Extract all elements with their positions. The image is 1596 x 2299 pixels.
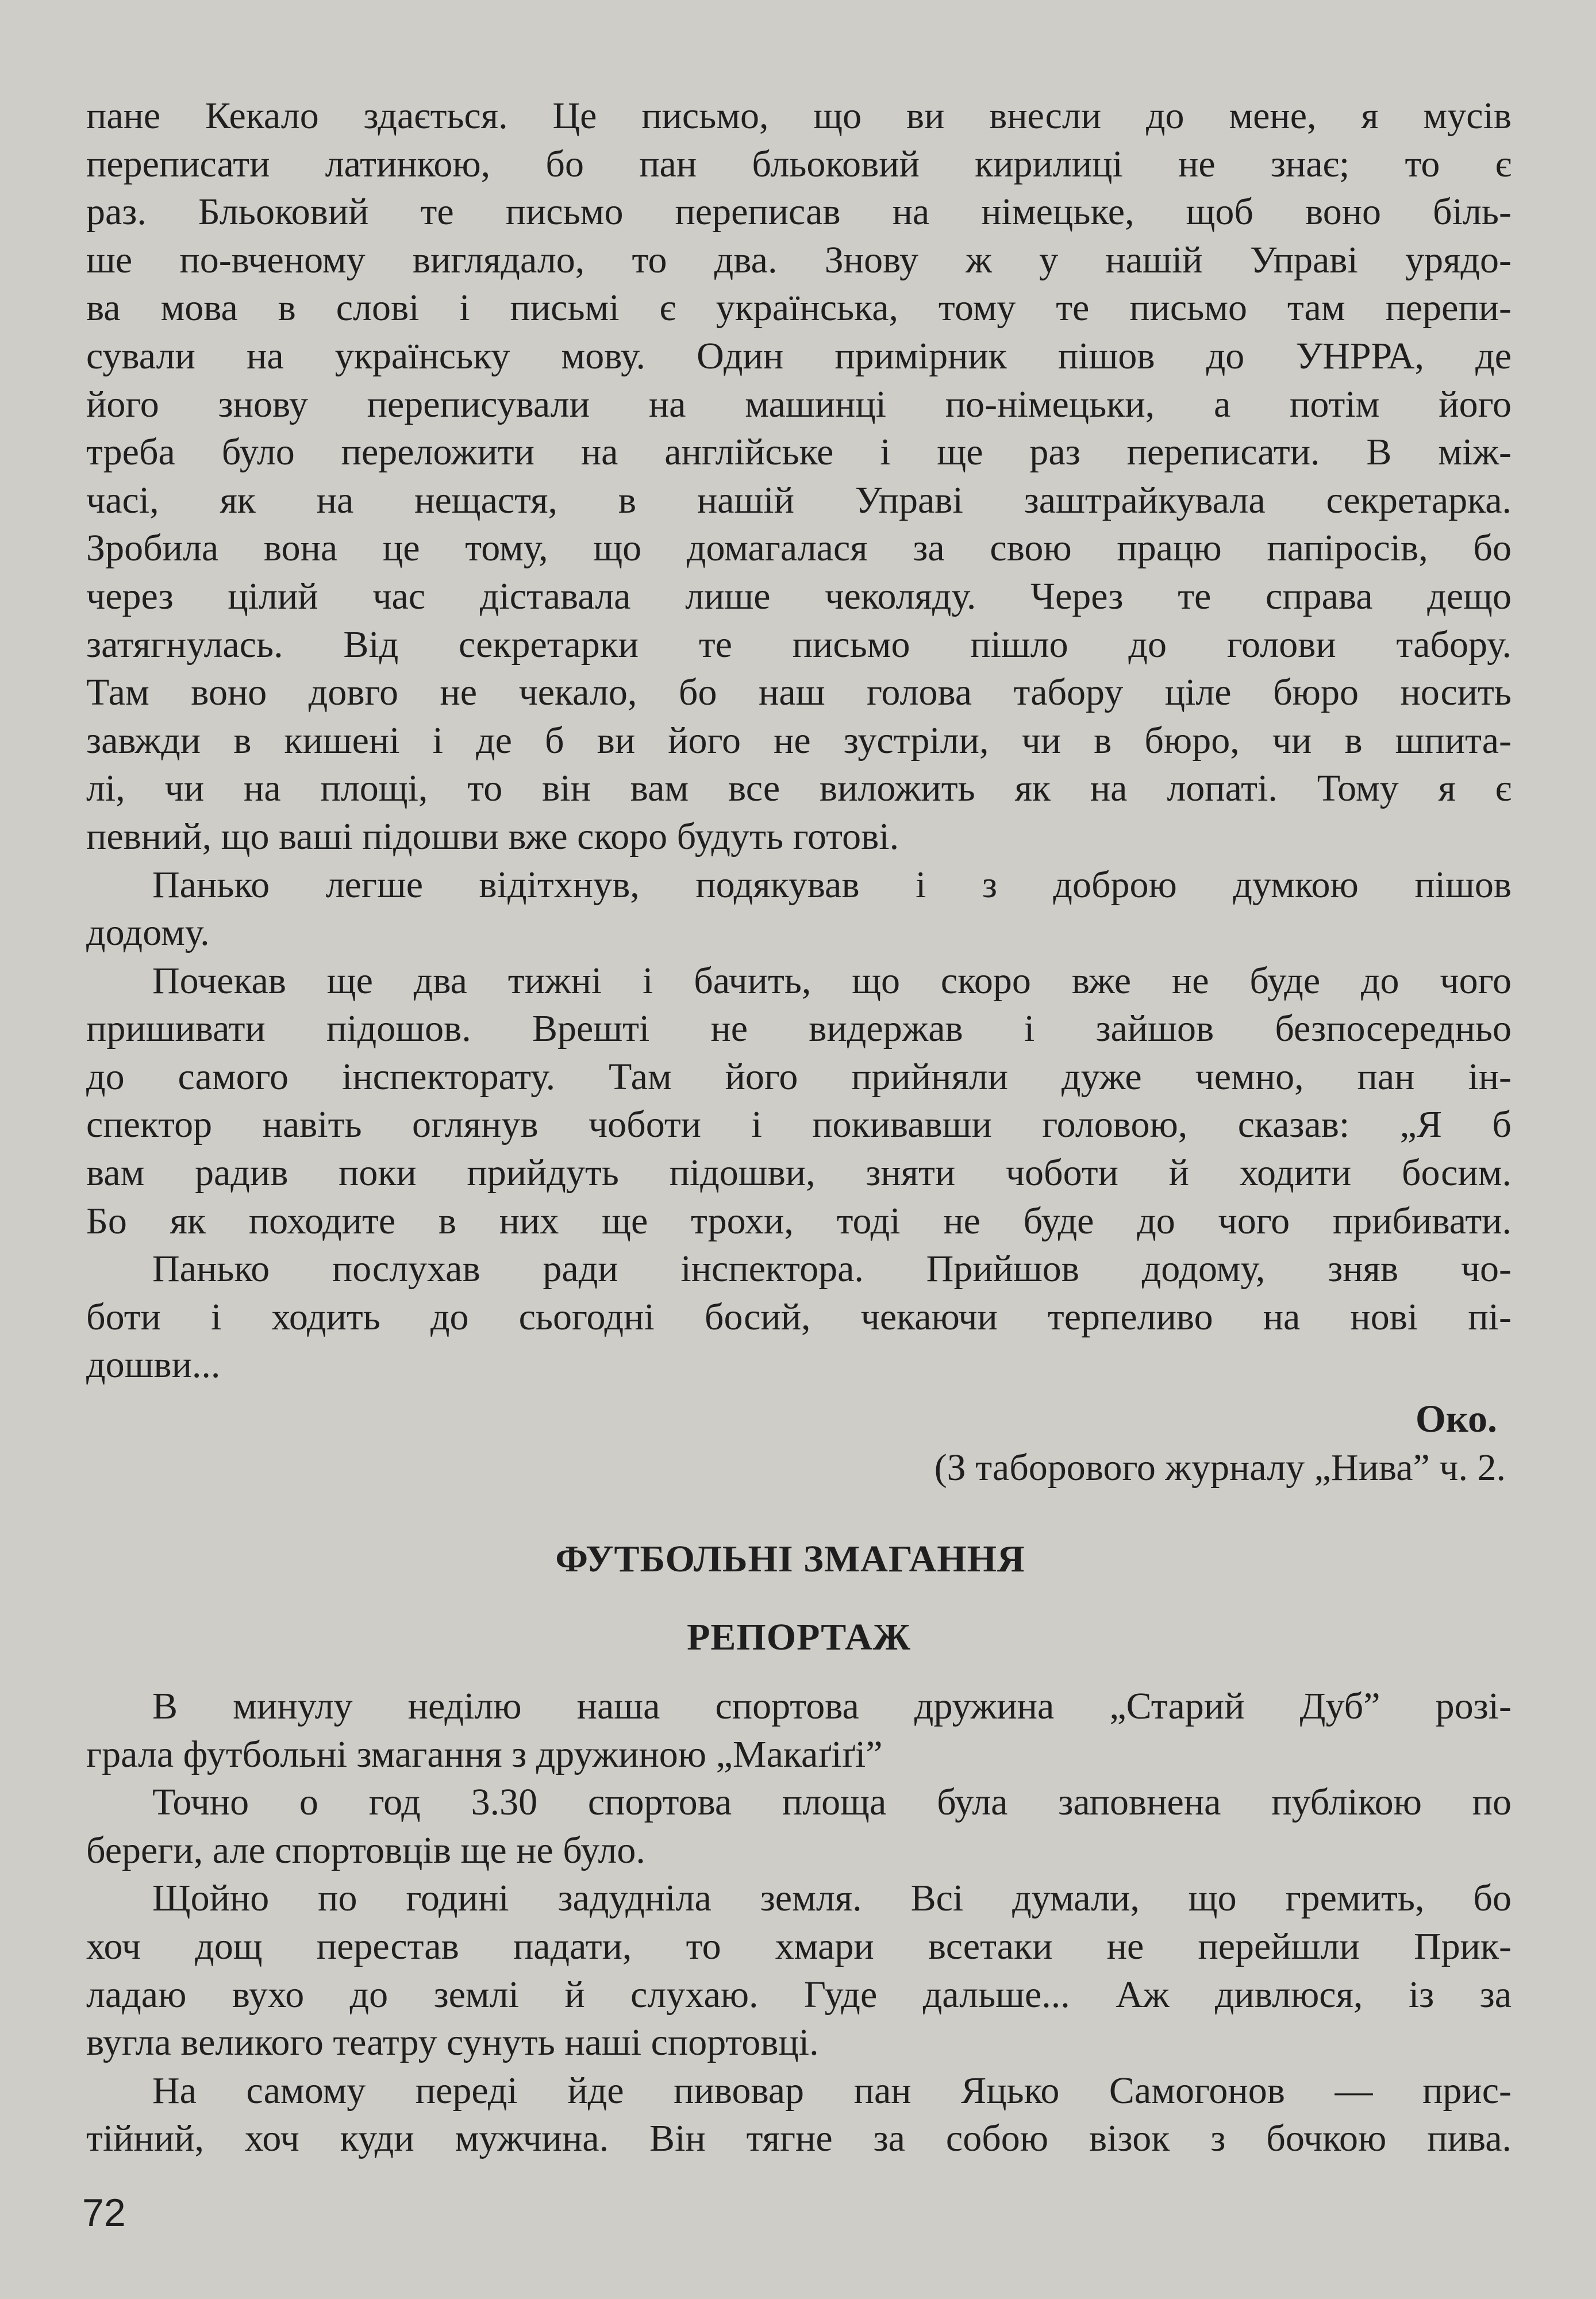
text-line: Бо як походите в них ще трохи, тоді не буде до чого прибивати. xyxy=(86,1200,1512,1242)
text-line: його знову переписували на машинці по-німецьки, а потім його xyxy=(86,383,1512,425)
source-citation: (З таборового журналу „Нива” ч. 2. xyxy=(934,1447,1506,1489)
article-title: ФУТБОЛЬНІ ЗМАГАННЯ xyxy=(555,1538,1025,1581)
text-line: Щойно по годині задудніла земля. Всі думали, що гремить, бо xyxy=(152,1877,1512,1920)
text-line: додому. xyxy=(86,912,210,954)
article-subtitle: РЕПОРТАЖ xyxy=(687,1616,911,1659)
text-line: Панько послухав ради інспектора. Прийшов додому, зняв чо- xyxy=(152,1248,1512,1290)
text-line: тійний, хоч куди мужчина. Він тягне за собою візок з бочкою пива. xyxy=(86,2117,1512,2160)
text-line: сували на українську мову. Один примірник пішов до УНРРА, де xyxy=(86,335,1512,377)
text-line: ва мова в слові і письмі є українська, тому те письмо там перепи- xyxy=(86,287,1512,329)
text-line: На самому переді йде пивовар пан Яцько Самогонов — прис- xyxy=(152,2069,1512,2112)
text-line: В минулу неділю наша спортова дружина „Старий Дуб” розі- xyxy=(152,1685,1512,1728)
text-line: раз. Бльоковий те письмо переписав на німецьке, щоб воно біль- xyxy=(86,191,1512,233)
book-page xyxy=(86,92,1512,2265)
page-number: 72 xyxy=(82,2191,126,2235)
author-signature: Око. xyxy=(1415,1397,1497,1441)
text-line: вугла великого театру сунуть наші спортовці. xyxy=(86,2021,819,2064)
text-line: завжди в кишені і де б ви його не зустріли, чи в бюро, чи в шпита- xyxy=(86,719,1512,762)
text-line: спектор навіть оглянув чоботи і покивавши головою, сказав: „Я б xyxy=(86,1104,1512,1146)
text-line: затягнулась. Від секретарки те письмо пішло до голови табору. xyxy=(86,623,1512,666)
text-line: до самого інспекторату. Там його прийняли дуже чемно, пан ін- xyxy=(86,1055,1512,1098)
text-line: пане Кекало здається. Це письмо, що ви внесли до мене, я мусів xyxy=(86,95,1512,137)
text-line: грала футбольні змагання з дружиною „Макаґіґі” xyxy=(86,1733,883,1775)
text-line: переписати латинкою, бо пан бльоковий кирилиці не знає; то є xyxy=(86,143,1512,185)
text-line: через цілий час діставала лише чеколяду. Через те справа дещо xyxy=(86,575,1512,617)
text-line: Панько легше відітхнув, подякував і з доброю думкою пішов xyxy=(152,863,1512,906)
text-line: вам радив поки прийдуть підошви, зняти чоботи й ходити босим. xyxy=(86,1152,1512,1194)
text-line: хоч дощ перестав падати, то хмари всетаки не перейшли Прик- xyxy=(86,1925,1512,1967)
text-line: береги, але спортовців ще не було. xyxy=(86,1829,645,1871)
text-line: певний, що ваші підошви вже скоро будуть готові. xyxy=(86,815,899,858)
text-line: Зробила вона це тому, що домагалася за свою працю папіросів, бо xyxy=(86,527,1512,570)
text-line: часі, як на нещастя, в нашій Управі заштрайкувала секретарка. xyxy=(86,479,1512,521)
text-line: лі, чи на площі, то він вам все виложить як на лопаті. Тому я є xyxy=(86,767,1512,810)
text-line: Там воно довго не чекало, бо наш голова табору ціле бюро носить xyxy=(86,671,1512,714)
text-line: ладаю вухо до землі й слухаю. Гуде дальше... Аж дивлюся, із за xyxy=(86,1973,1512,2016)
text-line: боти і ходить до сьогодні босий, чекаючи терпеливо на нові пі- xyxy=(86,1295,1512,1338)
text-line: Точно о год 3.30 спортова площа була заповнена публікою по xyxy=(152,1781,1512,1824)
text-line: треба було переложити на англійське і ще раз переписати. В між- xyxy=(86,431,1512,474)
text-line: пришивати підошов. Врешті не видержав і зайшов безпосередньо xyxy=(86,1008,1512,1050)
text-line: дошви... xyxy=(86,1344,221,1386)
text-line: Почекав ще два тижні і бачить, що скоро вже не буде до чого xyxy=(152,959,1512,1002)
text-line: ше по-вченому виглядало, то два. Знову ж у нашій Управі урядо- xyxy=(86,239,1512,281)
